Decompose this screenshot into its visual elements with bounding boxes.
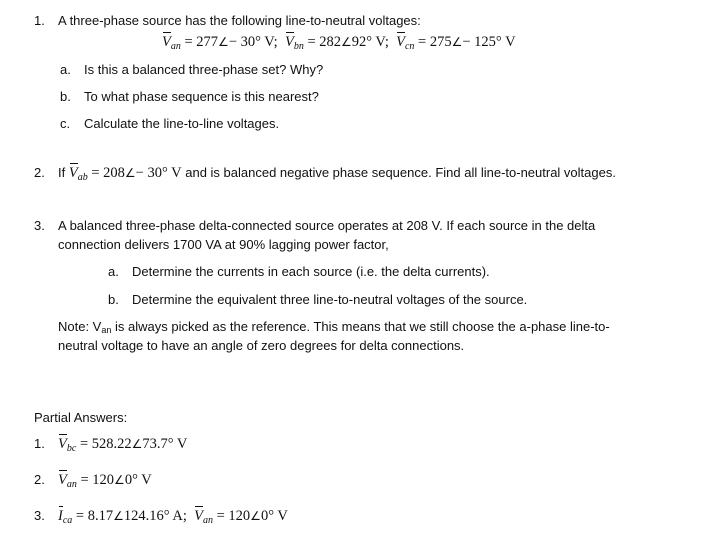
problem-3-number: 3. bbox=[34, 218, 45, 233]
answer-number: 1. bbox=[34, 436, 45, 451]
item-text: To what phase sequence is this nearest? bbox=[84, 89, 319, 104]
vbn-magnitude: 282 bbox=[319, 34, 341, 50]
problem-2-prefix: If bbox=[58, 165, 66, 180]
vcn-magnitude: 275 bbox=[429, 34, 452, 50]
answer-1-magnitude: 528.22 bbox=[91, 436, 132, 452]
problem-1-item-a bbox=[60, 62, 323, 77]
problem-1-item-b bbox=[60, 89, 319, 104]
angle-icon: ∠ bbox=[113, 509, 124, 523]
answer-3-voltage-magnitude: 120 bbox=[228, 508, 251, 524]
angle-icon: ∠ bbox=[218, 35, 229, 49]
answer-3-current-magnitude: 8.17 bbox=[87, 508, 114, 524]
answers-title: Partial Answers: bbox=[34, 410, 128, 425]
vcn-angle: − 125° V bbox=[462, 34, 516, 50]
problem-2-number: 2. bbox=[34, 165, 45, 180]
van-magnitude: 277 bbox=[196, 34, 219, 50]
answer-1: 1. $V_{bc}$ = 528.22∠73.7° V bbox=[34, 436, 188, 454]
item-label: c. bbox=[60, 116, 71, 131]
problem-3-item-a bbox=[108, 264, 490, 279]
vbn-symbol: $V_{bn}$ bbox=[284, 34, 304, 52]
problem-3-text-2: connection delivers 1700 VA at 90% lagging power factor, bbox=[58, 237, 389, 252]
problem-3-item-b bbox=[108, 292, 527, 307]
problem-1-item-c bbox=[60, 116, 279, 131]
answer-2-magnitude: 120 bbox=[92, 472, 115, 488]
van-symbol: $V_{an}$ bbox=[162, 34, 181, 52]
answer-2-angle: 0° V bbox=[124, 472, 152, 488]
answer-3-current-angle: 124.16° A; bbox=[123, 508, 187, 524]
van-angle: − 30° V; bbox=[228, 34, 278, 50]
answer-number: 3. bbox=[34, 508, 45, 523]
item-label: a. bbox=[108, 264, 119, 279]
problem-1-number: 1. bbox=[34, 13, 45, 28]
item-label: b. bbox=[108, 292, 119, 307]
angle-icon: ∠ bbox=[131, 437, 143, 451]
angle-icon: ∠ bbox=[341, 35, 352, 49]
vab-angle: − 30° V bbox=[135, 165, 182, 181]
problem-1-statement bbox=[34, 13, 421, 28]
vab-magnitude: 208 bbox=[103, 165, 125, 181]
answer-3-voltage-angle: 0° V bbox=[260, 508, 288, 524]
item-text: Calculate the line-to-line voltages. bbox=[84, 116, 280, 131]
problem-3-line-1 bbox=[34, 218, 595, 233]
item-text: Is this a balanced three-phase set? Why? bbox=[84, 62, 324, 77]
answer-1-angle: 73.7° V bbox=[142, 436, 188, 452]
answer-3: 3. $I_{ca}$ = 8.17∠124.16° A; $V_{an}$ = 120∠0° V bbox=[34, 508, 288, 526]
problem-3-note-line-2: neutral voltage to have an angle of zero degrees for delta connections. bbox=[58, 338, 465, 353]
problem-1-equation: $V_{an}$ = 277∠− 30° V; $V_{bn}$ = 282∠92° V; $V_{cn}$ = 275∠− 125° V bbox=[162, 34, 516, 52]
answer-number: 2. bbox=[34, 472, 45, 487]
vcn-symbol: $V_{cn}$ bbox=[396, 34, 415, 52]
angle-icon: ∠ bbox=[250, 509, 261, 523]
problem-3-note-line-1: Note: Van is always picked as the reference. This means that we still choose the a-phase line-to- bbox=[58, 319, 610, 335]
problem-3-text-1: A balanced three-phase delta-connected source operates at 208 V. If each source in the delta bbox=[58, 218, 596, 233]
angle-icon: ∠ bbox=[114, 473, 125, 487]
answer-2: 2. $V_{an}$ = 120∠0° V bbox=[34, 472, 152, 490]
problem-2-statement bbox=[34, 165, 616, 183]
item-text: Determine the equivalent three line-to-neutral voltages of the source. bbox=[132, 292, 528, 307]
vbn-angle: 92° V; bbox=[351, 34, 389, 50]
item-label: a. bbox=[60, 62, 71, 77]
item-text: Determine the currents in each source (i.e. the delta currents). bbox=[132, 264, 490, 279]
problem-2-suffix: and is balanced negative phase sequence. Find all line-to-neutral voltages. bbox=[185, 165, 616, 180]
angle-icon: ∠ bbox=[451, 35, 463, 49]
problem-1-text: A three-phase source has the following line-to-neutral voltages: bbox=[58, 13, 421, 28]
item-label: b. bbox=[60, 89, 71, 104]
vab-expression: $V_{ab}$ = 208∠− 30° V bbox=[68, 165, 182, 183]
angle-icon: ∠ bbox=[124, 166, 136, 180]
